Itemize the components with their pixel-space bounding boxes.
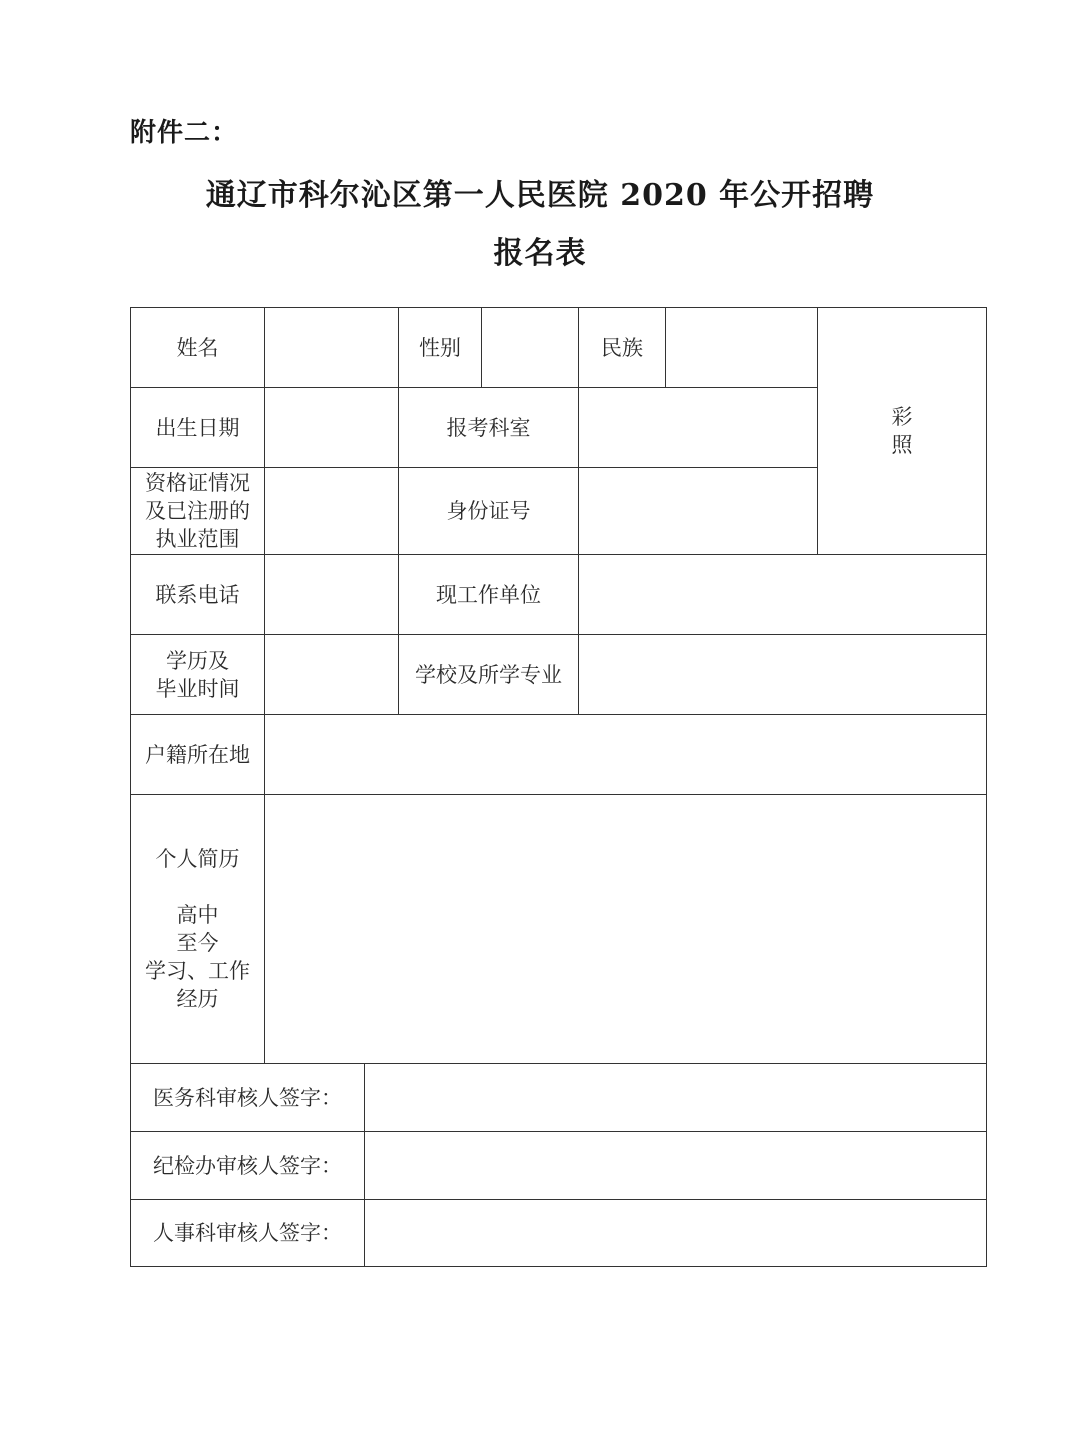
gender-field[interactable]: [482, 308, 579, 388]
education-field[interactable]: [265, 635, 399, 715]
discipline-review-signature-field[interactable]: [365, 1132, 987, 1200]
name-label: 姓名: [131, 308, 265, 388]
qualification-field[interactable]: [265, 468, 399, 555]
birth-date-label: 出生日期: [131, 388, 265, 468]
hr-review-signature-field[interactable]: [365, 1200, 987, 1267]
id-number-field[interactable]: [579, 468, 818, 555]
page-title: 通辽市科尔沁区第一人民医院 2020 年公开招聘: [205, 178, 875, 213]
hr-review-label: 人事科审核人签字：: [131, 1200, 365, 1267]
page-subtitle: 报名表: [493, 236, 587, 271]
current-employer-field[interactable]: [579, 555, 987, 635]
resume-label: 个人简历 高中 至今 学习、工作 经历: [131, 795, 265, 1064]
phone-field[interactable]: [265, 555, 399, 635]
discipline-review-label: 纪检办审核人签字：: [131, 1132, 365, 1200]
household-label: 户籍所在地: [131, 715, 265, 795]
id-number-label: 身份证号: [399, 468, 579, 555]
department-label: 报考科室: [399, 388, 579, 468]
medical-review-label: 医务科审核人签字：: [131, 1064, 365, 1132]
birth-date-field[interactable]: [265, 388, 399, 468]
phone-label: 联系电话: [131, 555, 265, 635]
current-employer-label: 现工作单位: [399, 555, 579, 635]
attachment-label: 附件二：: [130, 118, 239, 148]
school-major-label: 学校及所学专业: [399, 635, 579, 715]
ethnicity-field[interactable]: [666, 308, 818, 388]
medical-review-signature-field[interactable]: [365, 1064, 987, 1132]
gender-label: 性别: [399, 308, 482, 388]
qualification-label: 资格证情况 及已注册的 执业范围: [131, 468, 265, 555]
school-major-field[interactable]: [579, 635, 987, 715]
name-field[interactable]: [265, 308, 399, 388]
ethnicity-label: 民族: [579, 308, 666, 388]
department-field[interactable]: [579, 388, 818, 468]
household-field[interactable]: [265, 715, 987, 795]
photo-box[interactable]: 彩 照: [818, 308, 987, 555]
resume-field[interactable]: [265, 795, 987, 1064]
registration-form-table: [130, 307, 987, 1267]
education-label: 学历及 毕业时间: [131, 635, 265, 715]
